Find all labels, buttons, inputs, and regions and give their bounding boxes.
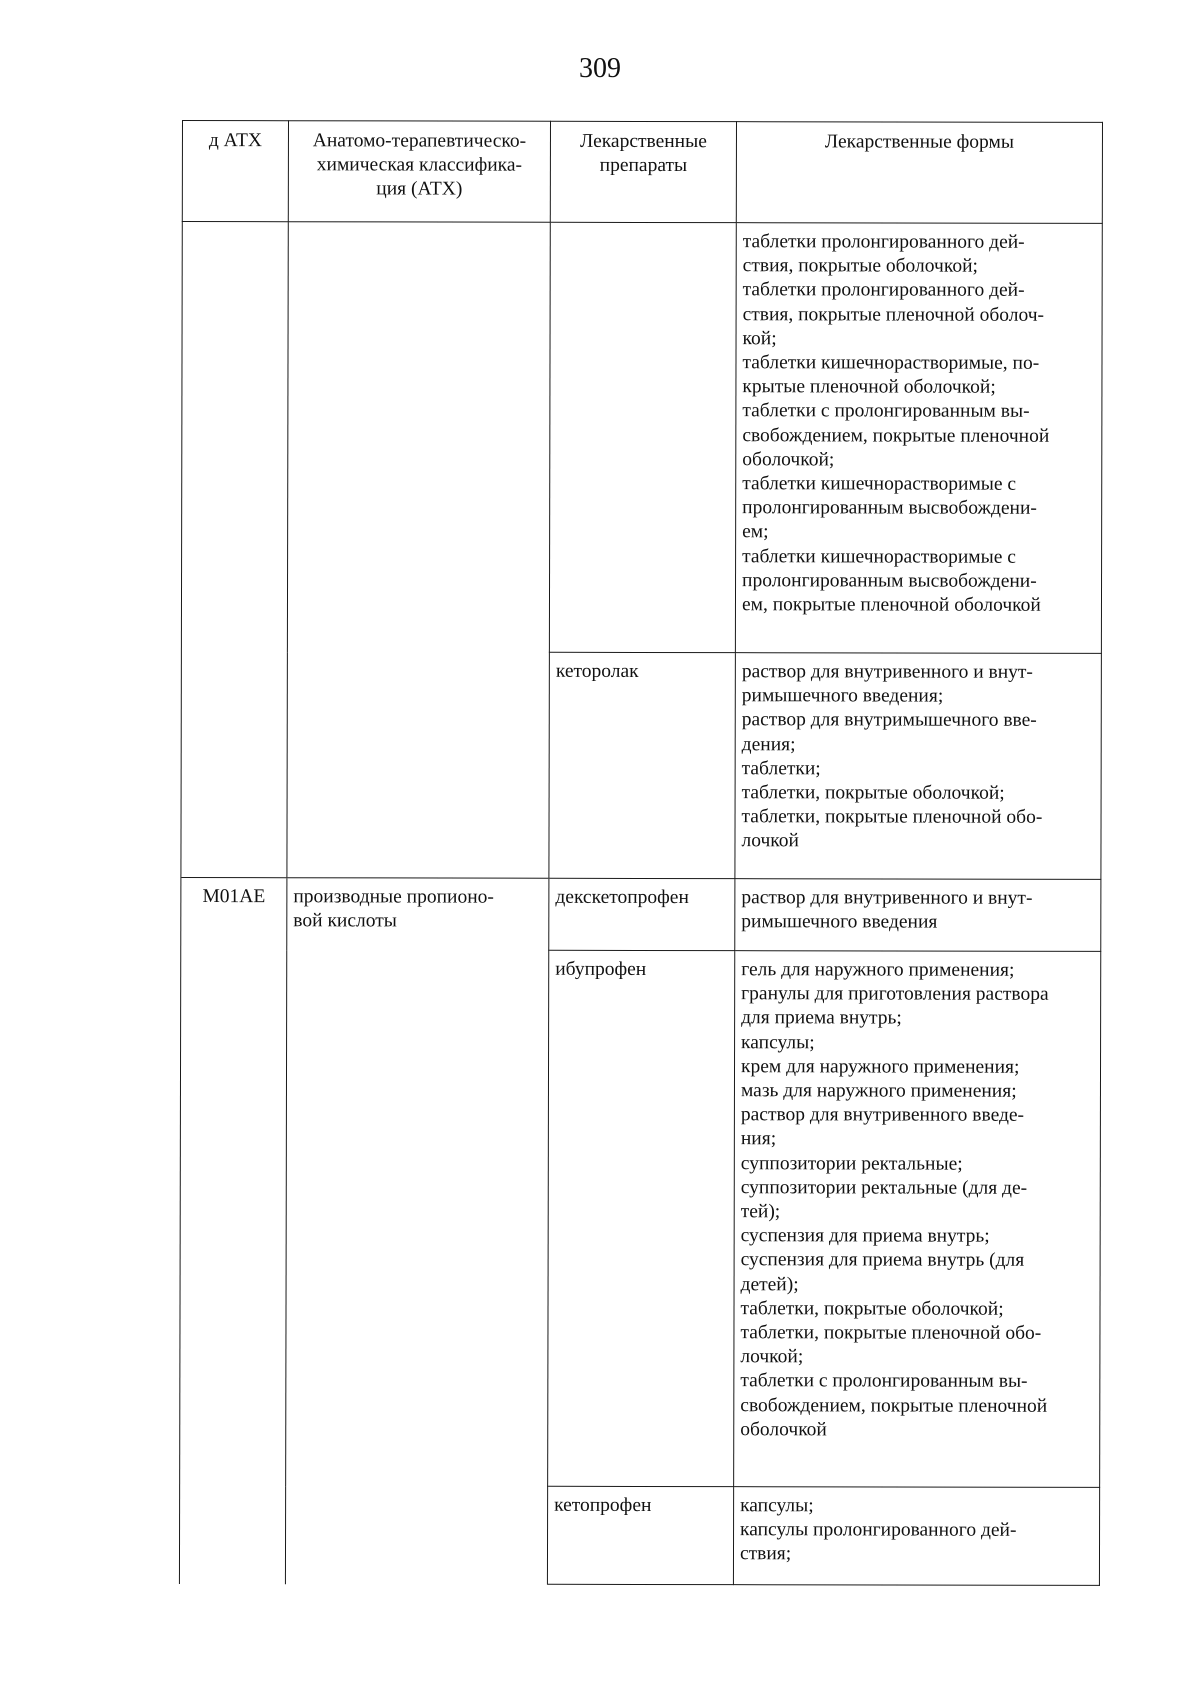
drug-cell: ибупрофен: [548, 950, 735, 1486]
atx-drug-table: [179, 120, 1103, 1586]
dosage-forms-cell: раствор для внутривенного и внут- римышечного введения: [735, 879, 1101, 952]
drug-cell: кетопрофен: [547, 1486, 733, 1584]
header-atx-classification: Анатомо-терапевтическо- химическая классифика- ция (АТХ): [288, 121, 550, 223]
header-dosage-forms: Лекарственные формы: [736, 122, 1102, 224]
dosage-forms-cell: гель для наружного применения; гранулы для приготовления раствора для приема внутрь; капсулы; крем для наружного применения; мазь для наружного применения; раствор для внутривенного введе- ния; суппозитории ректальные; суппозитории ректальные (для де- тей); суспензия для приема внутрь; суспензия для приема внутрь (для детей); таблетки, покрытые оболочкой; таблетки, покрытые пленочной обо- лочкой; таблетки с пролонгированным вы- свобождением, покрытые пленочной оболочкой: [734, 951, 1101, 1488]
table-header-row: [182, 121, 1102, 224]
header-drugs: Лекарственные препараты: [550, 121, 736, 222]
dosage-forms-cell: таблетки пролонгированного дей- ствия, покрытые оболочкой; таблетки пролонгированного дей- ствия, покрытые пленочной оболоч- кой; таблетки кишечнорастворимые, по- крытые пленочной оболочкой; таблетки с пролонгированным вы- свобождением, покрытые пленочной оболочкой; таблетки кишечнорастворимые с пролонгированным высвобождени- ем; таблетки кишечнорастворимые с пролонгированным высвобождени- ем, покрытые пленочной оболочкой: [735, 223, 1102, 654]
atx-code-cell: M01AE: [179, 877, 286, 1583]
table-row: [181, 877, 1101, 951]
dosage-forms-cell: капсулы; капсулы пролонгированного дей- ствия;: [733, 1487, 1099, 1586]
table-row: [181, 222, 1102, 654]
header-atx-code: д АТХ: [182, 121, 288, 222]
atx-code-cell: [181, 222, 288, 878]
classification-cell: [287, 222, 550, 879]
drug-cell: кеторолак: [549, 652, 735, 878]
dosage-forms-cell: раствор для внутривенного и внут- римышечного введения; раствор для внутримышечного вве- дения; таблетки; таблетки, покрытые оболочкой; таблетки, покрытые пленочной обо- лочкой: [735, 653, 1101, 880]
drug-cell: декскетопрофен: [549, 878, 735, 950]
classification-cell: производные пропионо- вой кислоты: [285, 878, 548, 1585]
drug-cell: [549, 222, 736, 652]
page-number: 309: [579, 53, 621, 84]
